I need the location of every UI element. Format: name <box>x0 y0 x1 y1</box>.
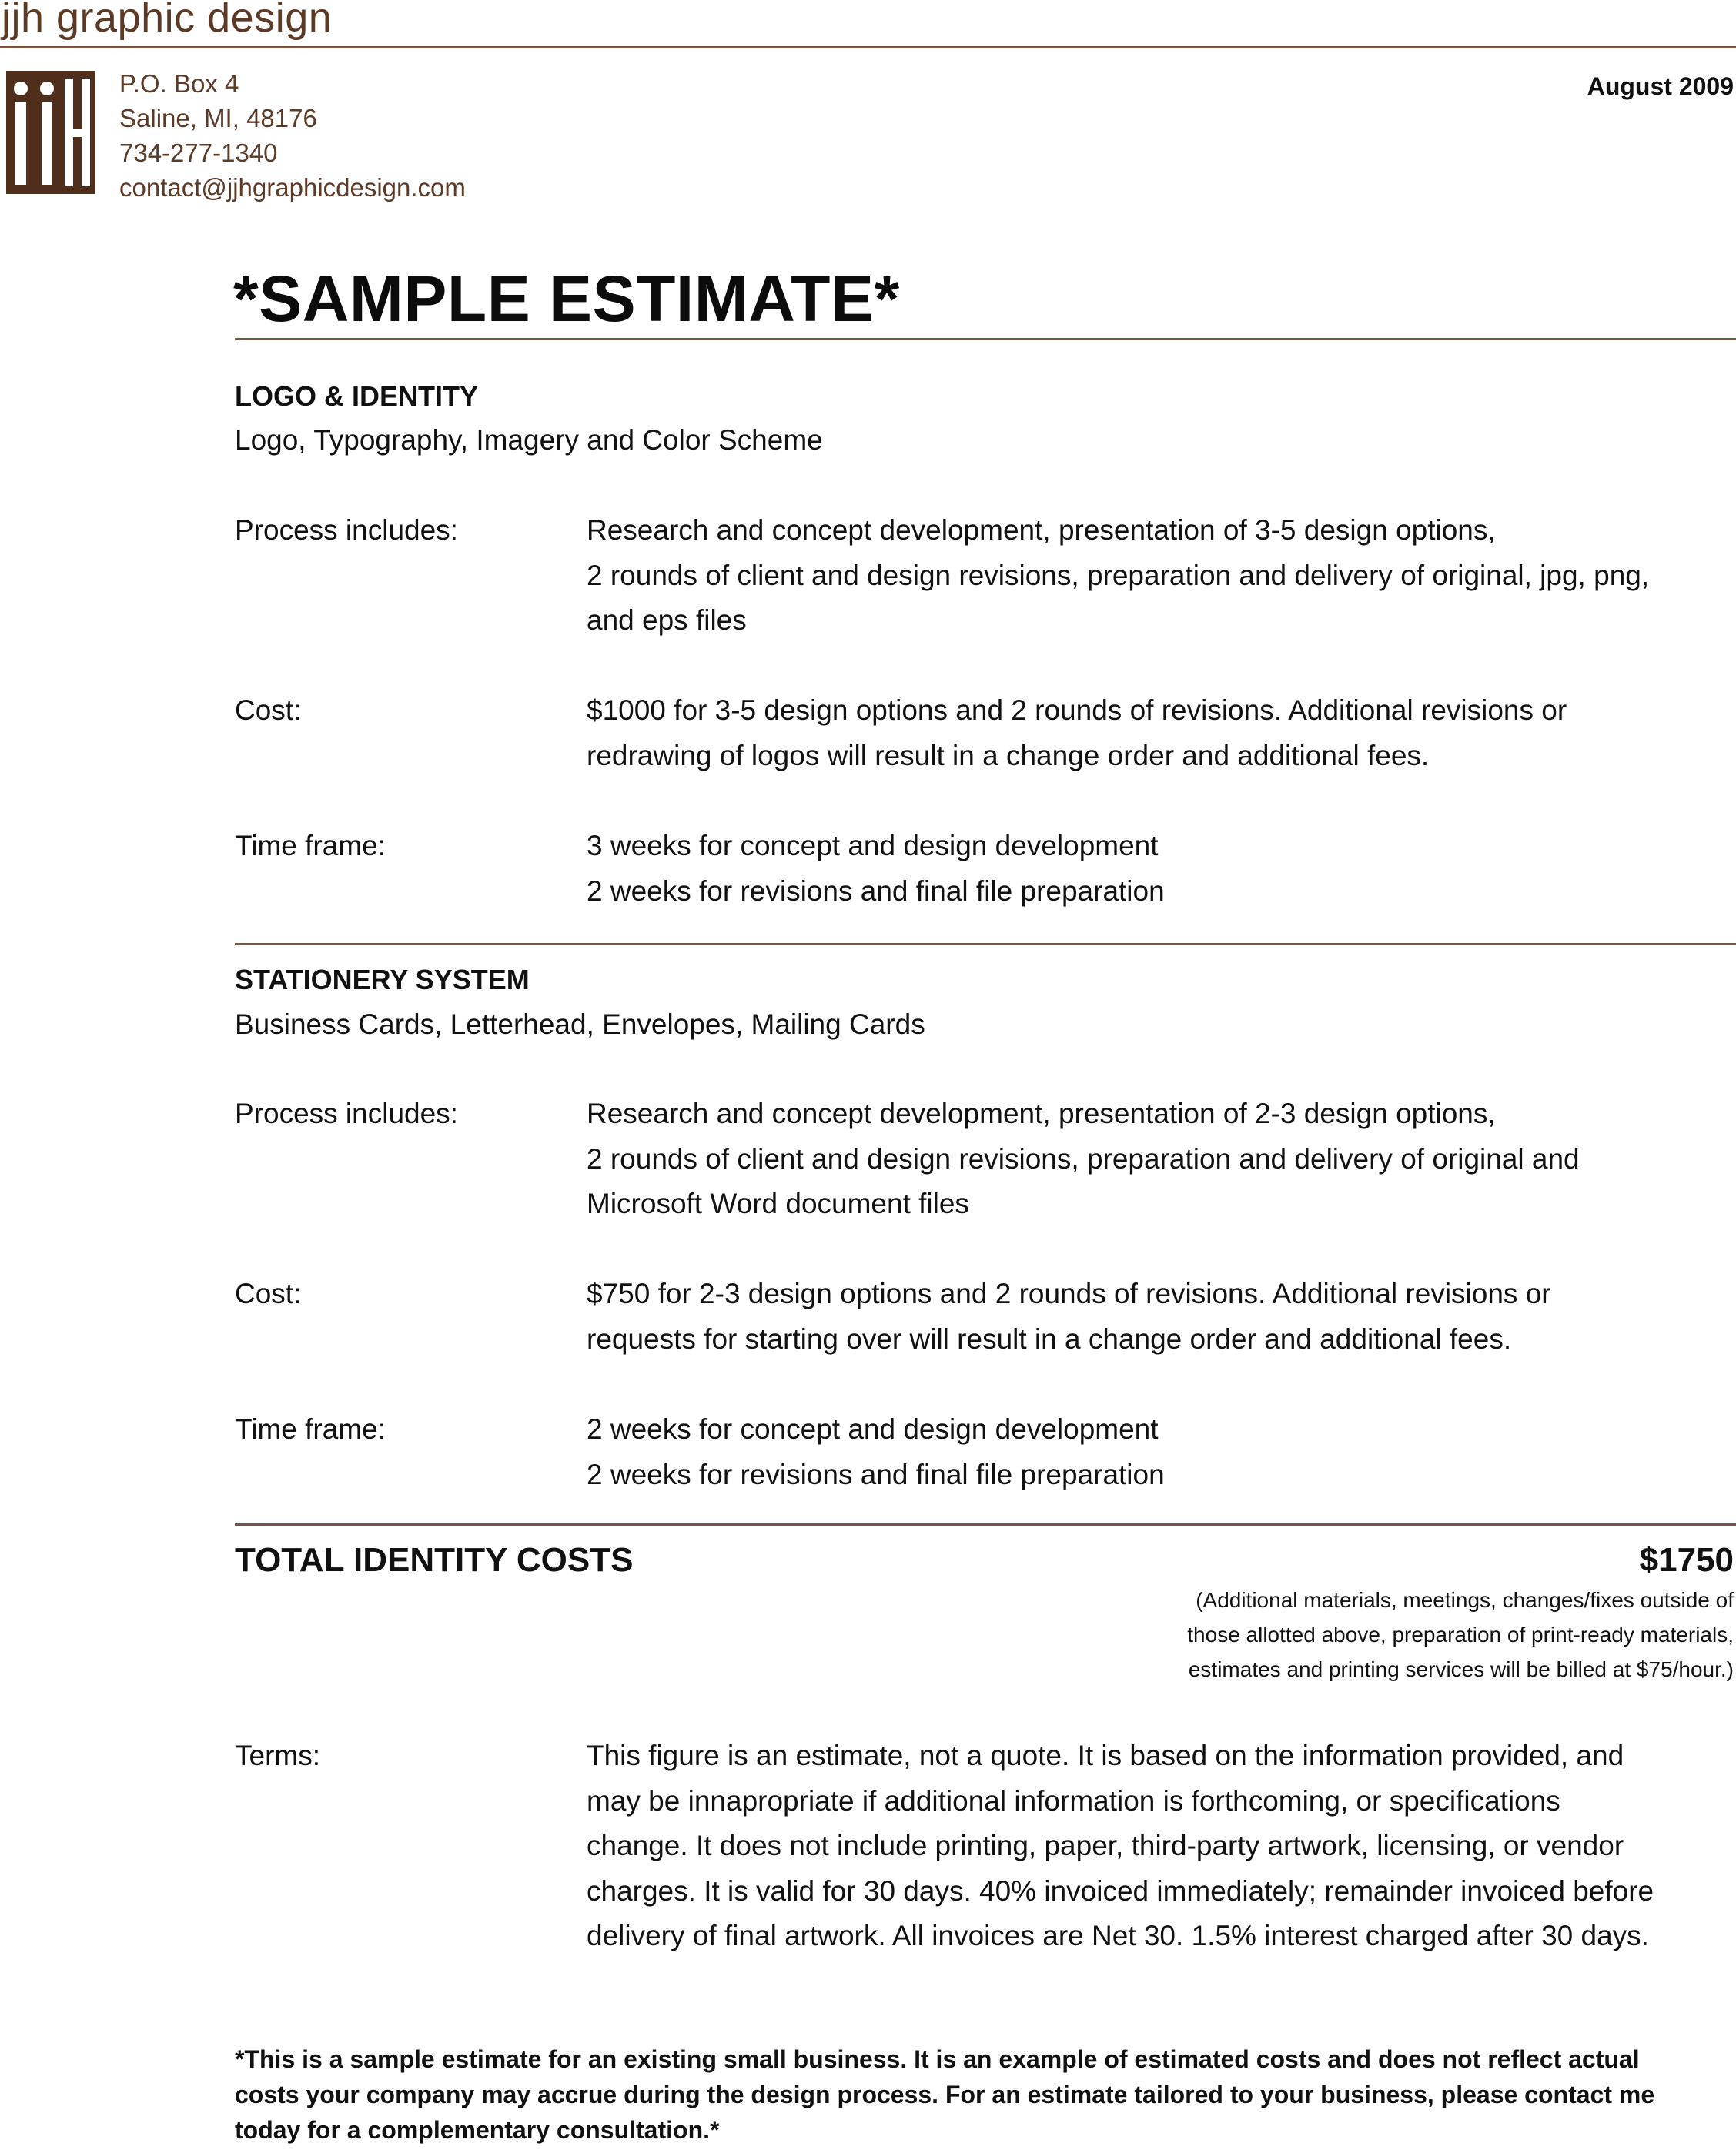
text-line: $750 for 2-3 design options and 2 rounds of revisions. Additional revisions or <box>587 1278 1551 1309</box>
text-line: 2 weeks for concept and design development <box>587 1413 1159 1445</box>
section-heading-logo-identity: LOGO & IDENTITY <box>235 380 479 412</box>
estimate-date: August 2009 <box>1587 72 1734 100</box>
process-description <box>587 508 1649 644</box>
cost-label: Cost: <box>235 1278 302 1309</box>
company-address <box>119 66 466 205</box>
process-description <box>587 1092 1580 1227</box>
text-line: 2 rounds of client and design revisions, preparation and delivery of original, jpg, png, <box>587 559 1650 591</box>
cost-label: Cost: <box>235 694 302 726</box>
section-divider <box>235 1523 1736 1526</box>
text-line: today for a complementary consultation.* <box>235 2116 720 2144</box>
brand-name: jjh graphic design <box>2 0 333 41</box>
text-line: 2 weeks for revisions and final file preparation <box>587 874 1165 907</box>
text-line: *This is a sample estimate for an existing small business. It is an example of estimated costs and does not reflect actual <box>235 2045 1640 2073</box>
text-line: Microsoft Word document files <box>587 1188 969 1219</box>
time-frame-description <box>587 824 1165 914</box>
terms-description <box>587 1734 1654 1959</box>
text-line: Research and concept development, presentation of 3-5 design options, <box>587 514 1496 546</box>
process-label: Process includes: <box>235 514 458 546</box>
disclaimer <box>235 2041 1654 2148</box>
text-line: Research and concept development, presentation of 2-3 design options, <box>587 1098 1496 1129</box>
terms-label: Terms: <box>235 1740 320 1771</box>
text-line: those allotted above, preparation of print-ready materials, <box>1187 1623 1734 1647</box>
address-line: Saline, MI, 48176 <box>119 104 317 132</box>
text-line: may be innapropriate if additional information is forthcoming, or specifications <box>587 1784 1560 1817</box>
section-subheading: Business Cards, Letterhead, Envelopes, Mailing Cards <box>235 1008 925 1040</box>
text-line: 3 weeks for concept and design development <box>587 830 1159 861</box>
time-frame-label: Time frame: <box>235 830 386 861</box>
section-divider <box>235 943 1736 945</box>
text-line: This figure is an estimate, not a quote. It is based on the information provided, and <box>587 1740 1624 1771</box>
page-title: *SAMPLE ESTIMATE* <box>233 262 900 335</box>
billing-note <box>1187 1583 1734 1687</box>
text-line: delivery of final artwork. All invoices are Net 30. 1.5% interest charged after 30 days. <box>587 1920 1649 1951</box>
time-frame-label: Time frame: <box>235 1413 386 1445</box>
phone-number: 734-277-1340 <box>119 139 278 167</box>
total-amount: $1750 <box>1639 1541 1734 1579</box>
section-subheading: Logo, Typography, Imagery and Color Scheme <box>235 424 823 456</box>
text-line: $1000 for 3-5 design options and 2 rounds of revisions. Additional revisions or <box>587 694 1567 726</box>
cost-description <box>587 688 1567 778</box>
process-label: Process includes: <box>235 1098 458 1129</box>
jjh-logo <box>6 71 95 194</box>
cost-description <box>587 1272 1551 1362</box>
text-line: 2 weeks for revisions and final file preparation <box>587 1458 1165 1490</box>
text-line: 2 rounds of client and design revisions, preparation and delivery of original and <box>587 1142 1580 1175</box>
total-label: TOTAL IDENTITY COSTS <box>235 1541 634 1579</box>
section-heading-stationery-system: STATIONERY SYSTEM <box>235 964 530 995</box>
text-line: redrawing of logos will result in a change order and additional fees. <box>587 739 1430 771</box>
text-line: change. It does not include printing, paper, third-party artwork, licensing, or vendor <box>587 1830 1624 1861</box>
email-address: contact@jjhgraphicdesign.com <box>119 173 466 202</box>
text-line: charges. It is valid for 30 days. 40% invoiced immediately; remainder invoiced before <box>587 1874 1654 1907</box>
title-divider <box>235 338 1736 340</box>
header-divider <box>0 46 1736 48</box>
text-line: estimates and printing services will be billed at $75/hour.) <box>1188 1657 1734 1681</box>
time-frame-description <box>587 1407 1165 1497</box>
text-line: (Additional materials, meetings, changes/fixes outside of <box>1196 1588 1734 1612</box>
text-line: and eps files <box>587 604 747 636</box>
address-line: P.O. Box 4 <box>119 69 239 98</box>
text-line: requests for starting over will result in a change order and additional fees. <box>587 1322 1512 1355</box>
text-line: costs your company may accrue during the design process. For an estimate tailored to your business, please contact me <box>235 2081 1655 2108</box>
